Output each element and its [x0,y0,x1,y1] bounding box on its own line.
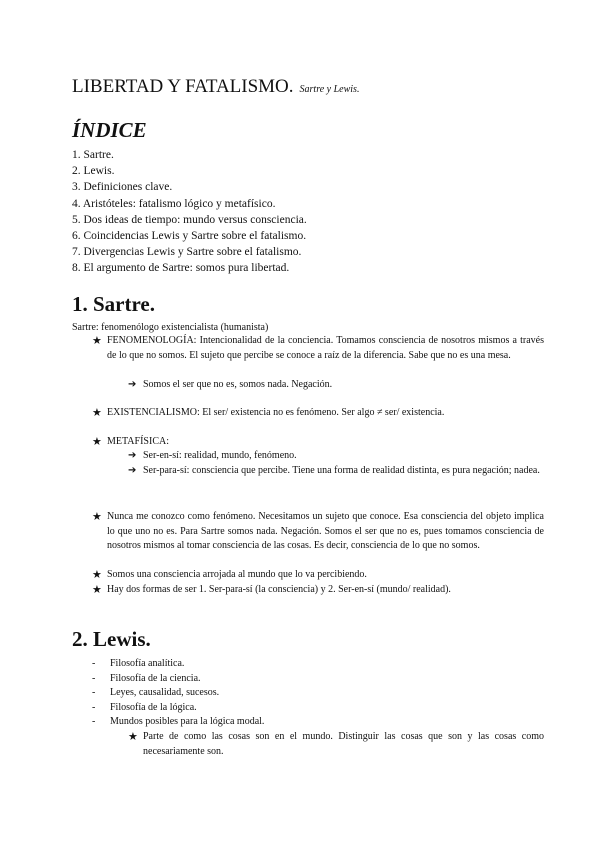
star-icon: ★ [92,584,102,596]
bullet-text: FENOMENOLOGÍA: Intencionalidad de la conciencia. Tomamos consciencia de nosotros mismos a través de lo que no somos. El sujeto que percibe se conoce a raíz de la diferencia. Sabe que no es una mesa. [107,335,544,361]
bullet-metafisica [92,435,544,450]
dash-icon: - [92,716,96,728]
lewis-sub-bullet [128,730,544,759]
list-item-text: Filosofía de la lógica. [110,701,197,713]
sub-bullet-ser-en-si [128,449,544,464]
star-icon: ★ [92,569,102,581]
index-item: 1. Sartre. [72,149,114,161]
bullet-dos-formas [92,583,544,598]
list-item [92,672,264,687]
document-title [72,76,359,98]
dash-icon: - [92,701,96,713]
lewis-list [92,657,264,730]
list-item [92,701,264,716]
bullet-text: Nunca me conozco como fenómeno. Necesitamos un sujeto que conoce. Esa consciencia del objeto implica lo que uno no es. Para Sartre somos nada. Negación. Somos el ser que no es, pues tomamos consciencia de nosotros mismos al tomar consciencia de las cosas. Es decir, consciencia de lo que no somos. [107,511,544,551]
bullet-text: EXISTENCIALISMO: El ser/ existencia no es fenómeno. Ser algo ≠ ser/ existencia. [107,407,445,418]
arrow-right-icon: ➔ [128,465,137,476]
dash-icon: - [92,687,96,699]
title-main: LIBERTAD Y FATALISMO. [72,76,294,97]
bullet-existencialismo [92,406,544,421]
index-item: 7. Divergencias Lewis y Sartre sobre el fatalismo. [72,246,302,259]
sub-bullet-text: Ser-en-sí: realidad, mundo, fenómeno. [143,450,297,461]
bullet-fenomenologia [92,334,544,363]
bullet-nunca-me-conozco [92,510,544,554]
index-item: 4. Aristóteles: fatalismo lógico y metafísico. [72,197,276,210]
index-list [72,147,307,277]
bullet-text: Parte de como las cosas son en el mundo. Distinguir las cosas que son y las cosas como necesariamente son. [143,731,544,757]
section-heading-lewis: 2. Lewis. [72,627,151,651]
star-icon: ★ [92,335,102,347]
index-item: 8. El argumento de Sartre: somos pura libertad. [72,262,290,275]
index-item: 3. Definiciones clave. [72,181,173,194]
list-item [92,715,264,730]
sub-bullet-text: Somos el ser que no es, somos nada. Negación. [143,379,333,390]
title-subtitle: Sartre y Lewis. [299,84,360,95]
index-heading: ÍNDICE [72,118,147,142]
list-item-text: Leyes, causalidad, sucesos. [110,687,220,699]
index-item: 6. Coincidencias Lewis y Sartre sobre el fatalismo. [72,230,307,243]
sartre-intro: Sartre: fenomenólogo existencialista (humanista) [72,322,269,333]
list-item-text: Mundos posibles para la lógica modal. [110,716,265,728]
sub-bullet-ser-para-si [128,464,544,479]
index-item: 2. Lewis. [72,165,115,178]
list-item [92,657,264,672]
star-icon: ★ [92,436,102,448]
sub-bullet-negacion [128,378,544,393]
bullet-consciencia-arrojada [92,568,544,583]
bullet-text: METAFÍSICA: [107,436,169,447]
list-item-text: Filosofía analítica. [110,658,185,669]
star-icon: ★ [92,511,102,523]
dash-icon: - [92,672,96,684]
dash-icon: - [92,658,96,669]
arrow-right-icon: ➔ [128,450,137,461]
section-heading-sartre: 1. Sartre. [72,292,156,316]
bullet-text: Somos una consciencia arrojada al mundo que lo va percibiendo. [107,569,367,580]
bullet-text: Hay dos formas de ser 1. Ser-para-sí (la consciencia) y 2. Ser-en-sí (mundo/ realidad). [107,584,451,595]
star-icon: ★ [128,731,138,743]
sub-bullet-text: Ser-para-sí: consciencia que percibe. Tiene una forma de realidad distinta, es pura negación; nadea. [143,465,540,476]
arrow-right-icon: ➔ [128,379,137,390]
list-item [92,686,264,701]
index-item: 5. Dos ideas de tiempo: mundo versus consciencia. [72,213,307,226]
star-icon: ★ [92,407,102,419]
list-item-text: Filosofía de la ciencia. [110,672,201,684]
